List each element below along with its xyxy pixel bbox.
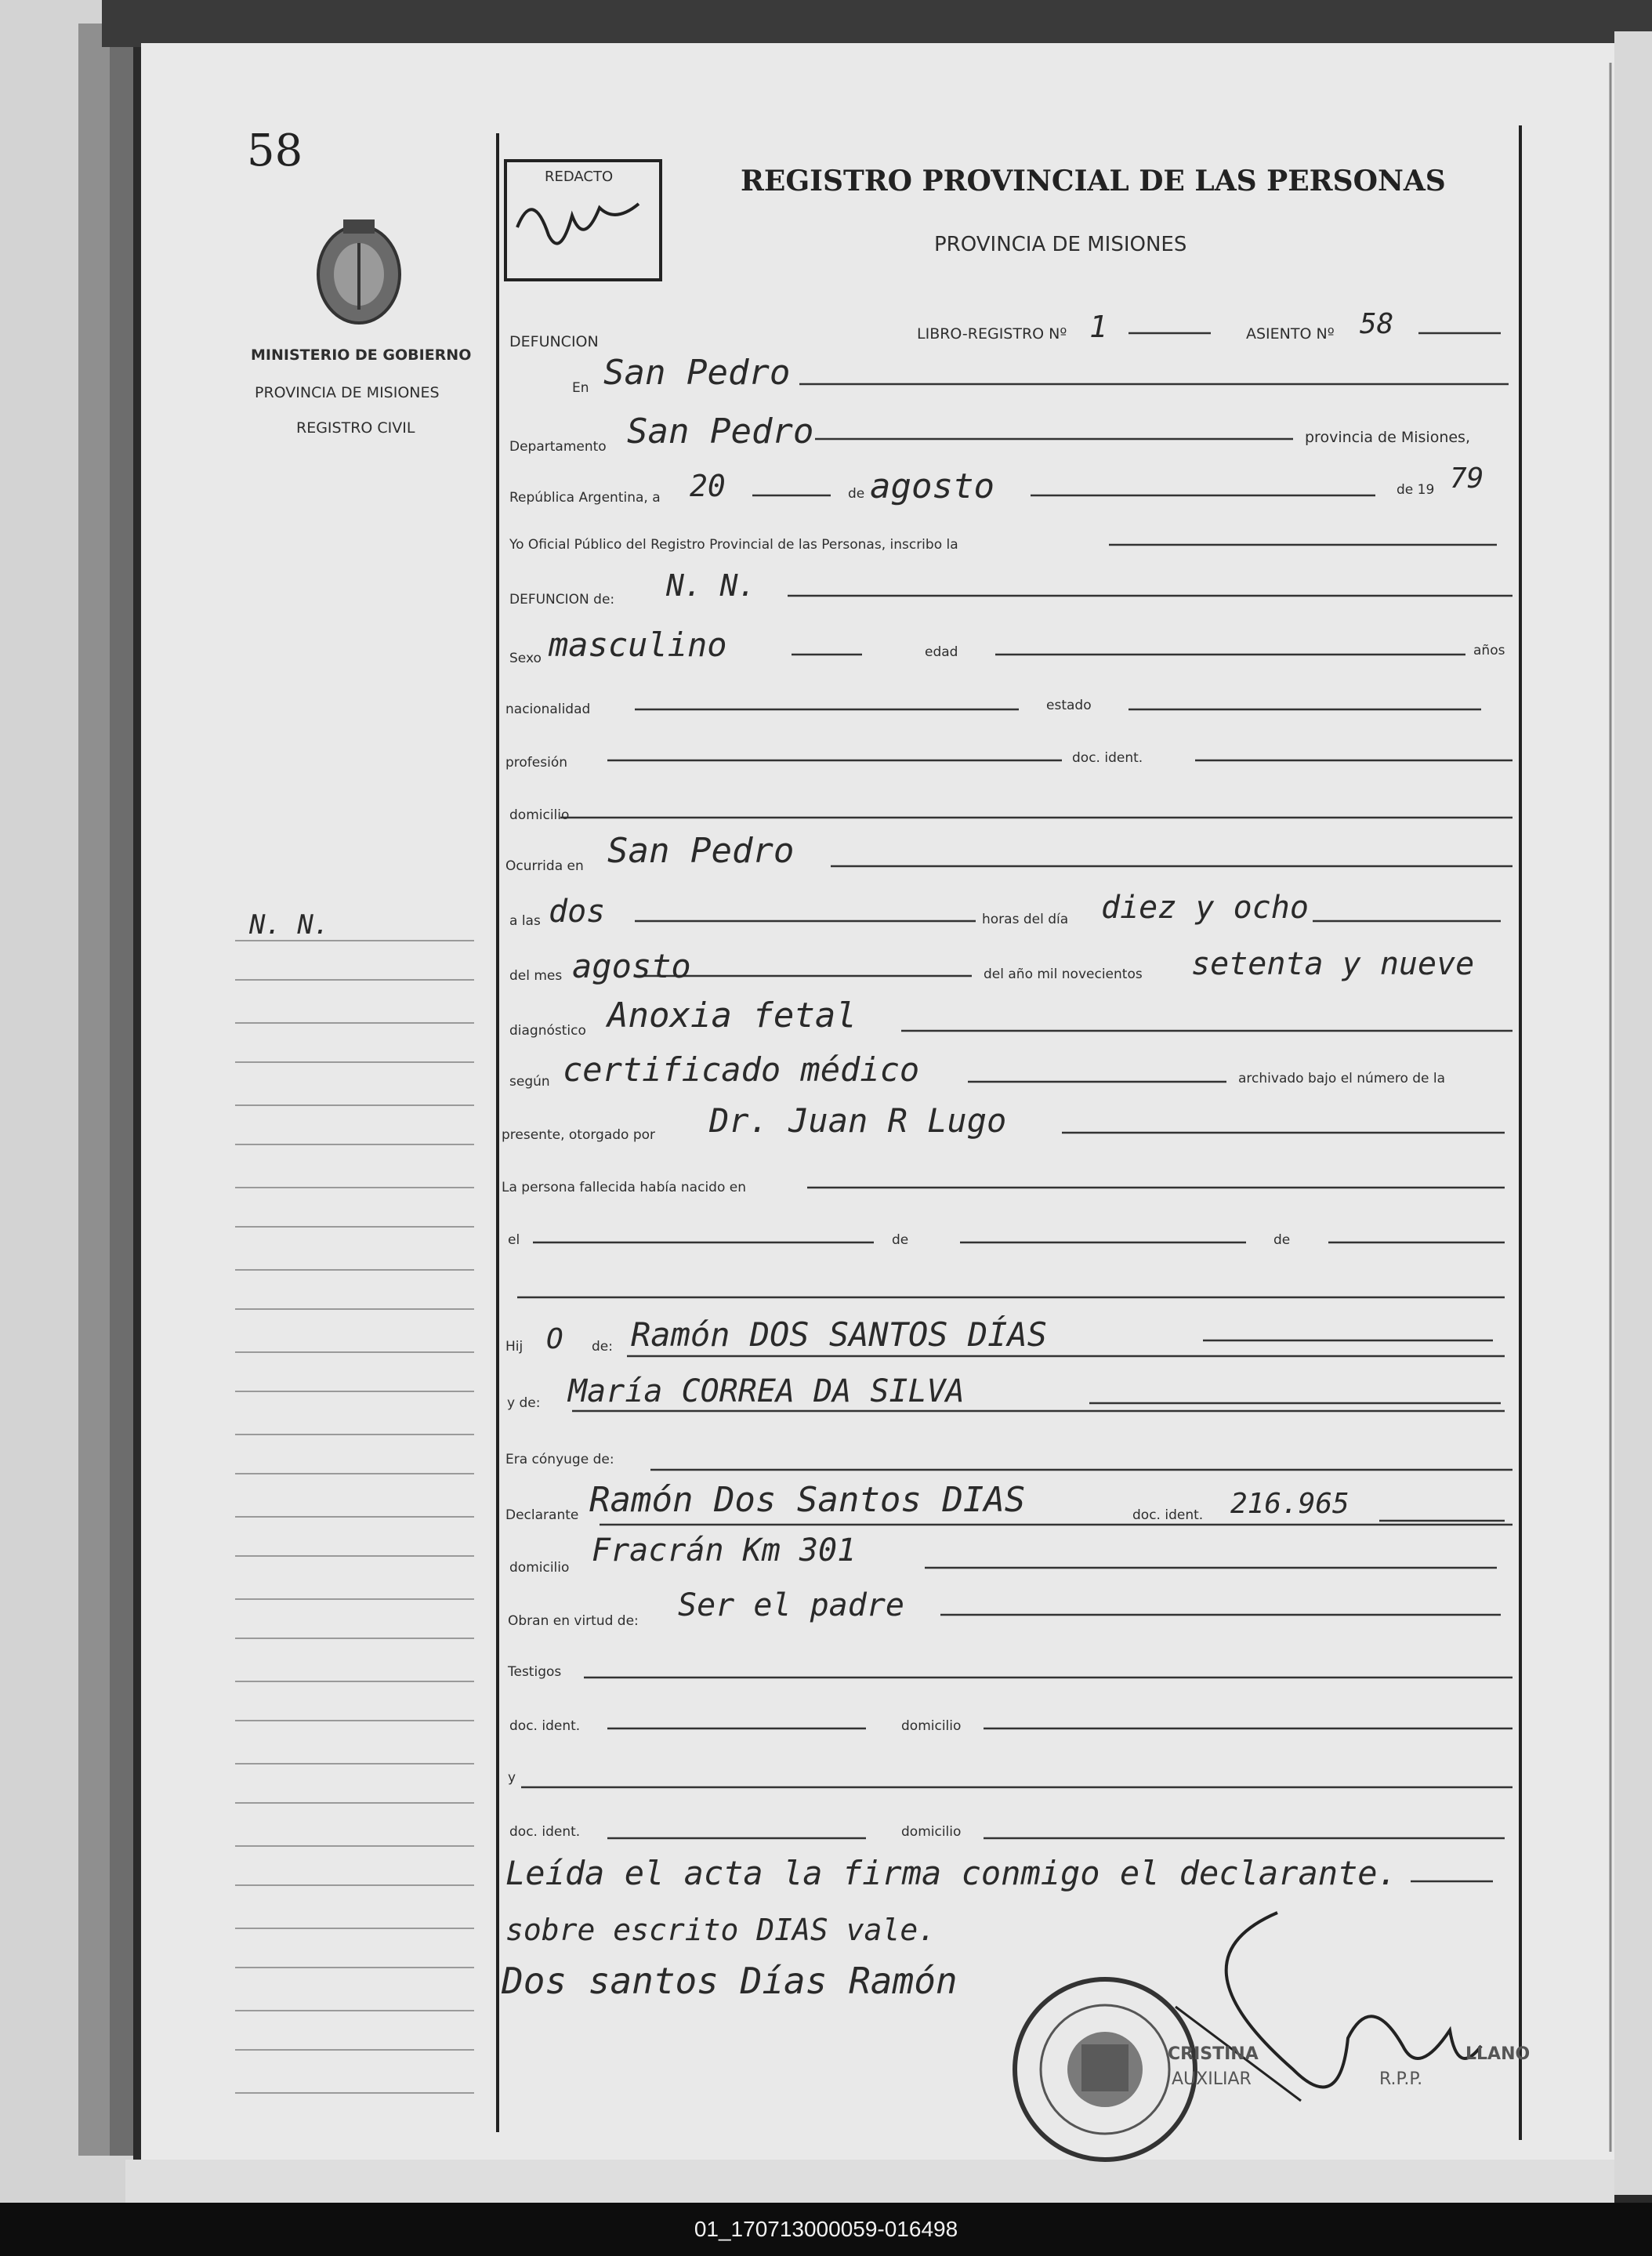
hijo-de-label: de: [592,1339,613,1355]
page-title: REGISTRO PROVINCIAL DE LAS PERSONAS [741,165,1446,198]
de-label-3: de [1273,1232,1291,1248]
officer-stamp-line-1: CRISTINA [1168,2044,1259,2064]
doc-ident-label: doc. ident. [1072,750,1143,766]
anio-value: 79 [1450,462,1484,495]
testigo2-doc-label: doc. ident. [509,1824,581,1840]
segun-value: certificado médico [563,1050,920,1089]
libro-value: 1 [1089,310,1107,344]
el-label: el [508,1232,520,1248]
madre-value: María CORREA DA SILVA [568,1373,965,1409]
stamp-box-label: REDACTO [545,169,614,185]
domicilio-label: domicilio [509,807,570,823]
decl-doc-label: doc. ident. [1132,1507,1204,1523]
officer-stamp-line-2: LLANO [1465,2044,1531,2064]
departamento-value: San Pedro [627,412,814,452]
province-label: PROVINCIA DE MISIONES [255,384,440,401]
alas-value: dos [549,894,606,930]
testigo1-domicilio-label: domicilio [901,1718,962,1734]
en-value: San Pedro [603,353,791,393]
anos-label: años [1473,643,1505,658]
horas-value: diez y ocho [1101,890,1309,926]
page-subtitle: PROVINCIA DE MISIONES [934,233,1187,256]
anio-mil-value: setenta y nueve [1191,946,1475,982]
diagnostico-value: Anoxia fetal [607,996,857,1036]
testigo1-doc-label: doc. ident. [509,1718,581,1734]
en-label: En [572,380,589,396]
alas-label: a las [509,913,541,929]
official-seal [1015,1979,1195,2160]
ministry-label: MINISTERIO DE GOBIERNO [251,346,472,364]
mes-value: agosto [870,466,994,506]
profesion-label: profesión [505,755,568,771]
testigos-label: Testigos [508,1664,562,1680]
closing-line-1: Leída el acta la firma conmigo el declarante. [505,1854,1397,1892]
delmes-label: del mes [509,968,563,984]
y-label: y [508,1770,516,1786]
declarant-signature: Dos santos Días Ramón [502,1960,958,2002]
sexo-value: masculino [549,626,727,664]
presente-value: Dr. Juan R Lugo [709,1101,1007,1140]
delmes-value: agosto [572,947,691,985]
declarante-label: Declarante [505,1507,579,1523]
image-id-label: 01_170713000059-016498 [694,2217,958,2241]
officer-stamp-line-3: AUXILIAR [1172,2069,1252,2089]
decl-doc-value: 216.965 [1230,1488,1349,1520]
segun-label: según [509,1074,550,1090]
sexo-label: Sexo [509,651,542,666]
declarante-value: Ramón Dos Santos DIAS [589,1480,1026,1520]
page-number: 58 [247,125,303,176]
de19-label: de 19 [1397,482,1435,498]
anio-mil-label: del año mil novecientos [984,967,1143,982]
archivado-label: archivado bajo el número de la [1238,1071,1446,1086]
libro-label: LIBRO-REGISTRO Nº [917,325,1067,343]
dia-value: 20 [690,469,726,503]
republica-label: República Argentina, a [509,490,661,506]
padre-value: Ramón DOS SANTOS DÍAS [631,1315,1048,1354]
provincia-suffix: provincia de Misiones, [1305,429,1470,446]
departamento-label: Departamento [509,439,607,455]
obran-value: Ser el padre [678,1587,904,1623]
hijo-letter: O [546,1323,563,1355]
de-label: de [848,486,865,502]
asiento-value: 58 [1360,308,1394,340]
act-type-label: DEFUNCION [509,333,599,350]
conyuge-label: Era cónyuge de: [505,1452,614,1467]
de-label-2: de [892,1232,909,1248]
hijo-label: Hij [505,1339,523,1355]
obran-label: Obran en virtud de: [508,1613,639,1629]
margin-note: N. N. [249,909,330,941]
defuncion-de-value: N. N. [666,568,756,603]
defuncion-de-label: DEFUNCION de: [509,592,615,608]
y-de-label: y de: [507,1395,541,1411]
ocurrida-value: San Pedro [607,831,795,871]
nacido-label: La persona fallecida había nacido en [502,1180,746,1195]
officer-stamp-line-4: R.P.P. [1379,2069,1423,2089]
closing-line-2: sobre escrito DIAS vale. [505,1913,936,1947]
decl-domicilio-label: domicilio [509,1560,570,1576]
ocurrida-label: Ocurrida en [505,858,584,874]
civil-registry-label: REGISTRO CIVIL [296,419,415,437]
horas-label: horas del día [982,912,1069,927]
image-footer [0,2203,1652,2256]
estado-label: estado [1046,698,1092,713]
testigo2-domicilio-label: domicilio [901,1824,962,1840]
decl-domicilio-value: Fracrán Km 301 [592,1532,857,1569]
nacionalidad-label: nacionalidad [505,702,591,717]
presente-label: presente, otorgado por [502,1127,656,1143]
oficial-text: Yo Oficial Público del Registro Provincial de las Personas, inscribo la [509,537,958,553]
diagnostico-label: diagnóstico [509,1023,586,1039]
asiento-label: ASIENTO Nº [1246,325,1335,343]
edad-label: edad [925,644,958,660]
